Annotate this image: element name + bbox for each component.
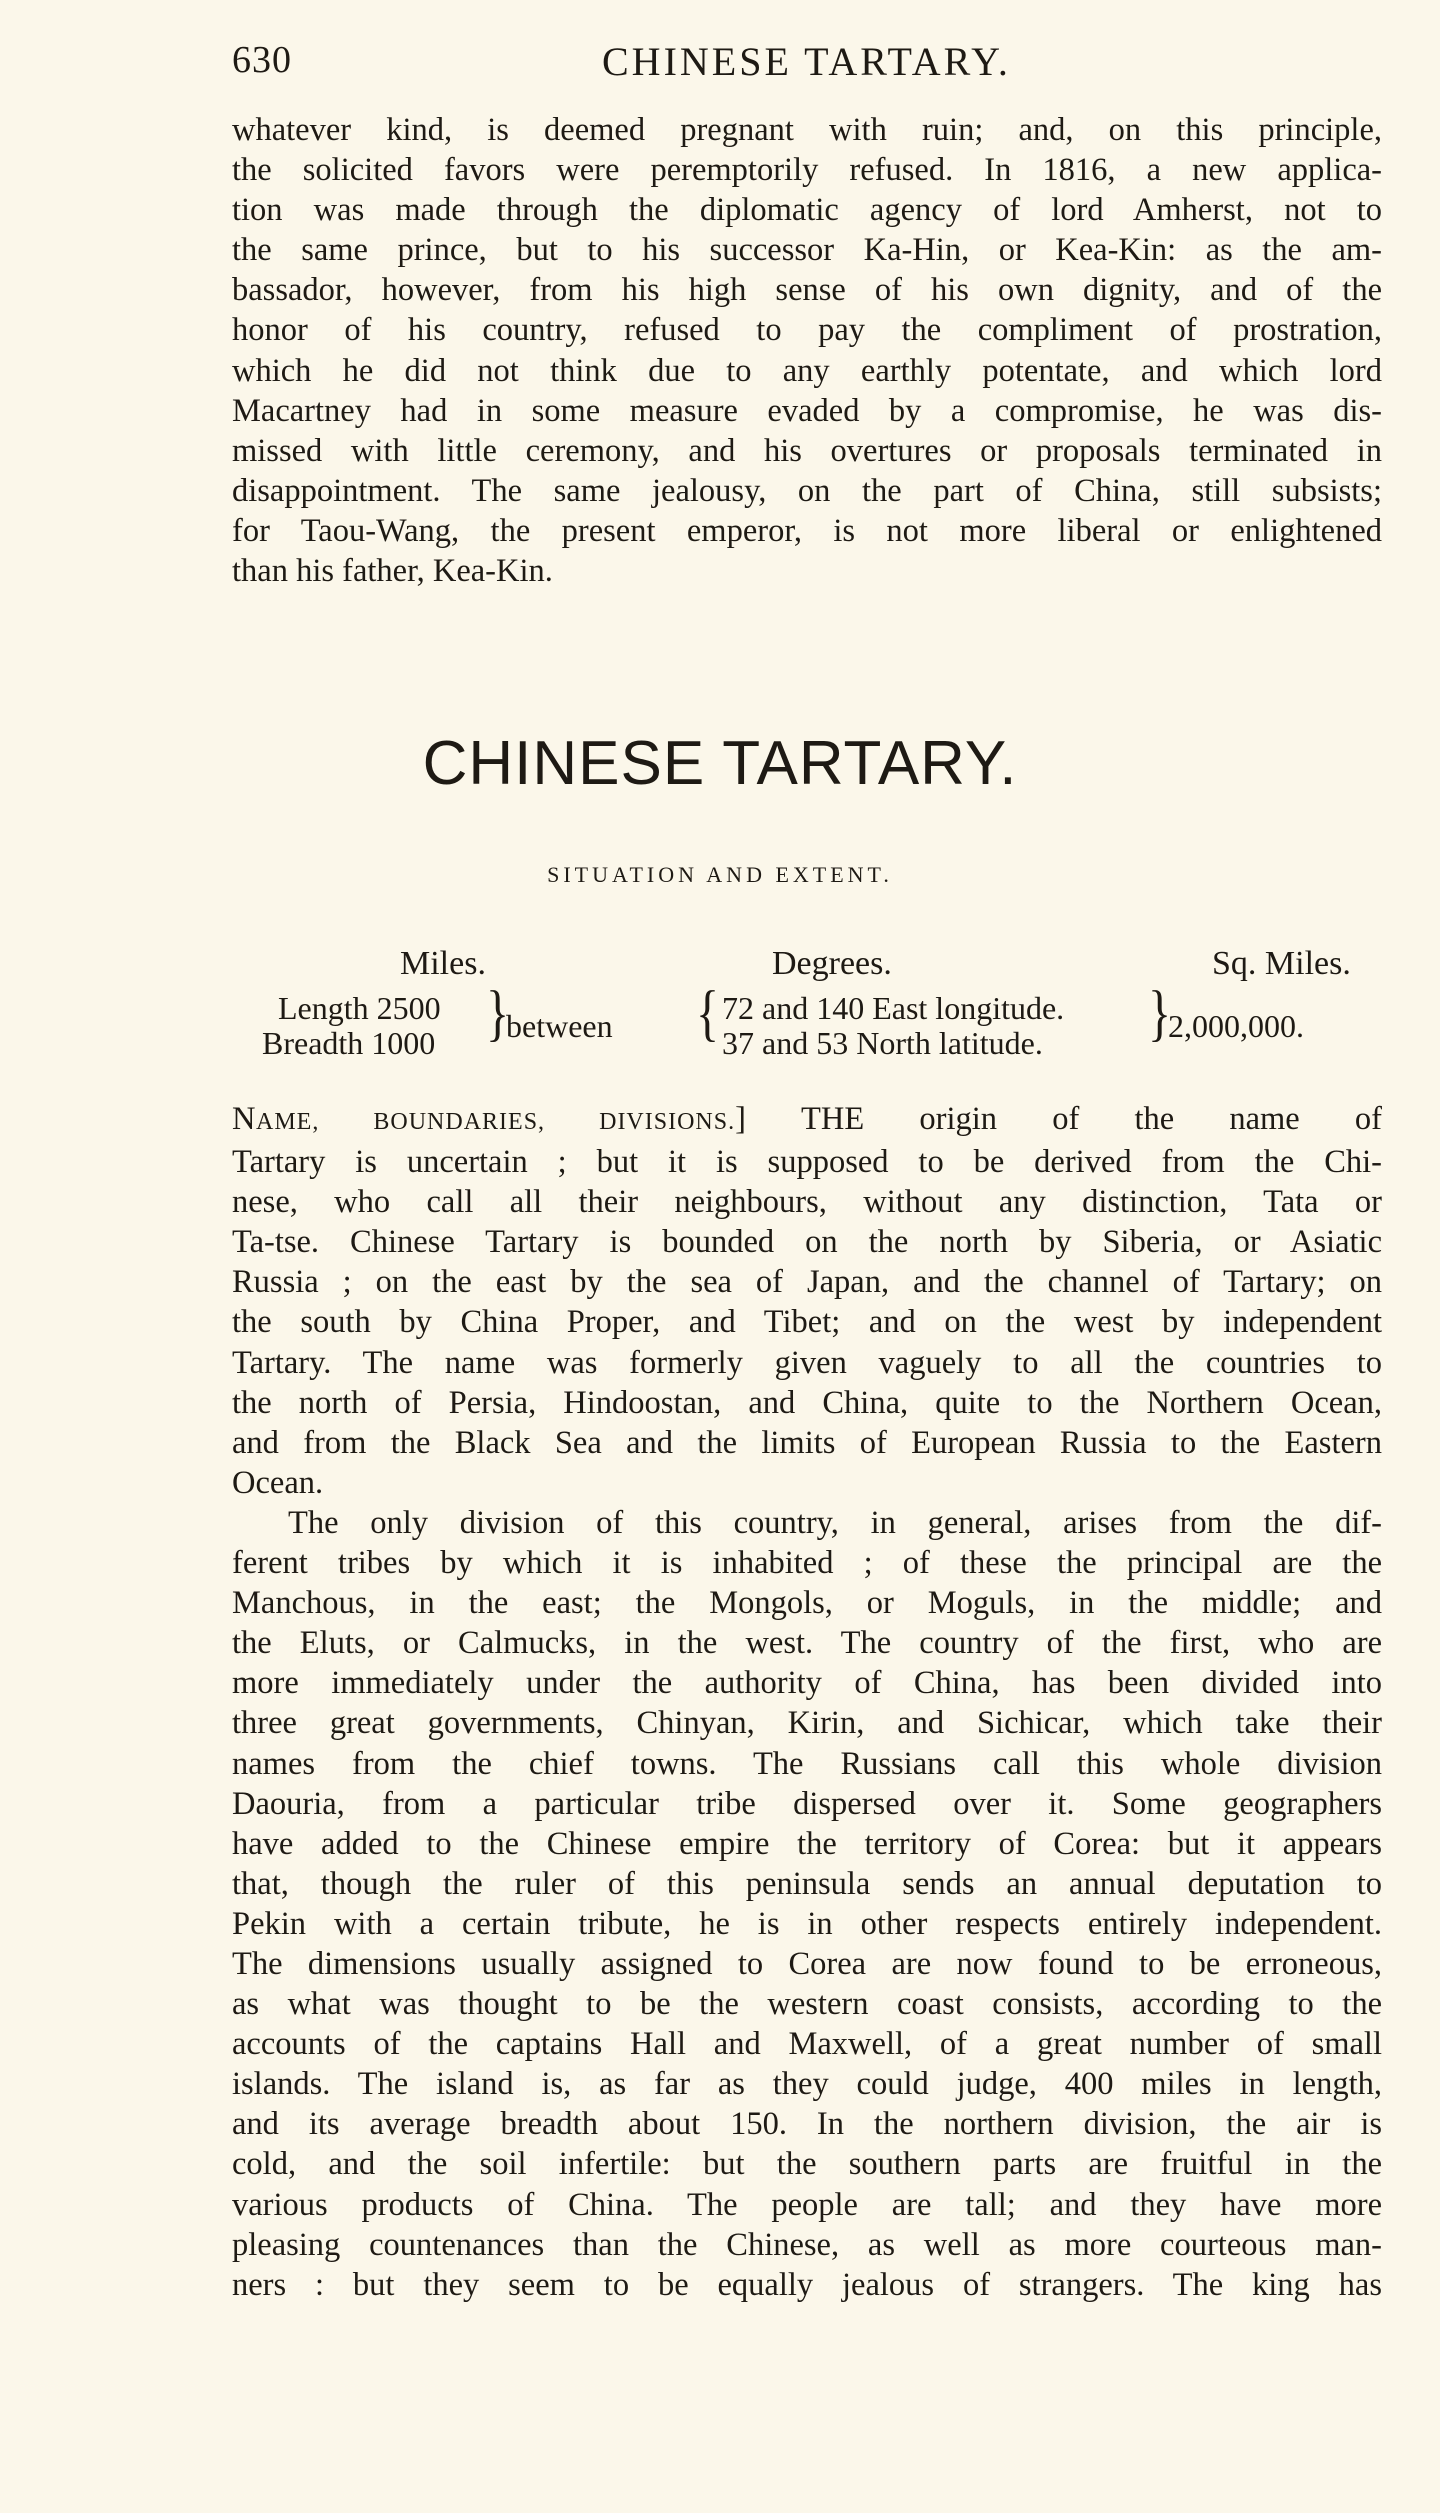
text-line: Manchous, in the east; the Mongols, or Moguls, in the middle; and bbox=[232, 1585, 1382, 1622]
text-line: ferent tribes by which it is inhabited ; of these the principal are the bbox=[232, 1545, 1382, 1582]
text-line: than his father, Kea-Kin. bbox=[232, 553, 553, 590]
text-line: names from the chief towns. The Russians call this whole division bbox=[232, 1745, 1382, 1782]
left-brace: { bbox=[696, 978, 720, 1048]
text-line: pleasing countenances than the Chinese, as well as more courteous man- bbox=[232, 2226, 1382, 2263]
latitude-range: 37 and 53 North latitude. bbox=[722, 1025, 1043, 1061]
text-line: disappointment. The same jealousy, on the part of China, still subsists; bbox=[232, 472, 1382, 509]
area-value: 2,000,000. bbox=[1168, 1008, 1304, 1044]
column-header-degrees: Degrees. bbox=[772, 945, 892, 982]
text-line: Daouria, from a particular tribe dispersed over it. Some geographers bbox=[232, 1785, 1382, 1822]
text-line: for Taou-Wang, the present emperor, is not more liberal or enlightened bbox=[232, 512, 1382, 549]
breadth-label: Breadth 1000 bbox=[262, 1025, 436, 1061]
section-subheading: SITUATION AND EXTENT. bbox=[547, 862, 893, 887]
text-line: missed with little ceremony, and his overtures or proposals terminated in bbox=[232, 432, 1382, 469]
text-line: NAME, BOUNDARIES, DIVISIONS.] THE origin of the name of bbox=[232, 1101, 1382, 1137]
length-label: Length 2500 bbox=[278, 990, 441, 1026]
text-line: cold, and the soil infertile: but the southern parts are fruitful in the bbox=[232, 2146, 1382, 2183]
column-header-miles: Miles. bbox=[400, 945, 486, 982]
longitude-range: 72 and 140 East longitude. bbox=[722, 990, 1065, 1026]
text-line: which he did not think due to any earthly potentate, and which lord bbox=[232, 352, 1382, 389]
text-line: the north of Persia, Hindoostan, and China, quite to the Northern Ocean, bbox=[232, 1384, 1382, 1421]
text-line: accounts of the captains Hall and Maxwell, of a great number of small bbox=[232, 2026, 1382, 2063]
section-title: CHINESE TARTARY. bbox=[422, 729, 1018, 798]
text-line: The dimensions usually assigned to Corea are now found to be erroneous, bbox=[232, 1945, 1382, 1982]
text-line: various products of China. The people are tall; and they have more bbox=[232, 2186, 1382, 2223]
text-line: tion was made through the diplomatic agency of lord Amherst, not to bbox=[232, 192, 1382, 229]
between-label: between bbox=[506, 1008, 613, 1044]
page-number: 630 bbox=[232, 39, 292, 81]
text-line: as what was thought to be the western coast consists, according to the bbox=[232, 1986, 1382, 2023]
column-header-sq-miles: Sq. Miles. bbox=[1212, 945, 1351, 982]
text-line: the Eluts, or Calmucks, in the west. The country of the first, who are bbox=[232, 1625, 1382, 1662]
text-line: more immediately under the authority of China, has been divided into bbox=[232, 1665, 1382, 1702]
text-line: and its average breadth about 150. In the northern division, the air is bbox=[232, 2106, 1382, 2143]
text-line: Pekin with a certain tribute, he is in other respects entirely independent. bbox=[232, 1905, 1382, 1942]
text-line: Macartney had in some measure evaded by a compromise, he was dis- bbox=[232, 392, 1382, 429]
right-brace: } bbox=[486, 978, 510, 1048]
text-line: the same prince, but to his successor Ka-Hin, or Kea-Kin: as the am- bbox=[232, 232, 1382, 269]
text-line: the south by China Proper, and Tibet; and on the west by independent bbox=[232, 1304, 1382, 1341]
text-line: Russia ; on the east by the sea of Japan, and the channel of Tartary; on bbox=[232, 1264, 1382, 1301]
text-line: have added to the Chinese empire the territory of Corea: but it appears bbox=[232, 1825, 1382, 1862]
text-line: Ta-tse. Chinese Tartary is bounded on the north by Siberia, or Asiatic bbox=[232, 1224, 1382, 1261]
text-line: Ocean. bbox=[232, 1464, 324, 1501]
paragraph-prostration bbox=[232, 110, 1382, 591]
paragraph-name-boundaries bbox=[232, 1099, 1382, 2305]
text-line: honor of his country, refused to pay the compliment of prostration, bbox=[232, 312, 1382, 349]
running-title: CHINESE TARTARY. bbox=[602, 39, 1011, 84]
text-line: three great governments, Chinyan, Kirin, and Sichicar, which take their bbox=[232, 1705, 1382, 1742]
text-line: that, though the ruler of this peninsula sends an annual deputation to bbox=[232, 1865, 1382, 1902]
text-line: Tartary is uncertain ; but it is supposed to be derived from the Chi- bbox=[232, 1144, 1382, 1181]
text-line: and from the Black Sea and the limits of European Russia to the Eastern bbox=[232, 1424, 1382, 1461]
text-line: islands. The island is, as far as they could judge, 400 miles in length, bbox=[232, 2066, 1382, 2103]
text-line: the solicited favors were peremptorily refused. In 1816, a new applica- bbox=[232, 152, 1382, 189]
text-line: bassador, however, from his high sense of his own dignity, and of the bbox=[232, 272, 1382, 309]
running-head bbox=[232, 38, 1382, 88]
text-line: whatever kind, is deemed pregnant with ruin; and, on this principle, bbox=[232, 112, 1382, 148]
text-line: Tartary. The name was formerly given vaguely to all the countries to bbox=[232, 1344, 1382, 1381]
section-lead-in: NAME, BOUNDARIES, DIVISIONS.] bbox=[232, 1101, 747, 1137]
text-line: nese, who call all their neighbours, without any distinction, Tata or bbox=[232, 1184, 1382, 1221]
text-line: ners : but they seem to be equally jealous of strangers. The king has bbox=[232, 2266, 1382, 2303]
text-line: The only division of this country, in general, arises from the dif- bbox=[288, 1504, 1382, 1541]
right-brace: } bbox=[1148, 978, 1172, 1048]
